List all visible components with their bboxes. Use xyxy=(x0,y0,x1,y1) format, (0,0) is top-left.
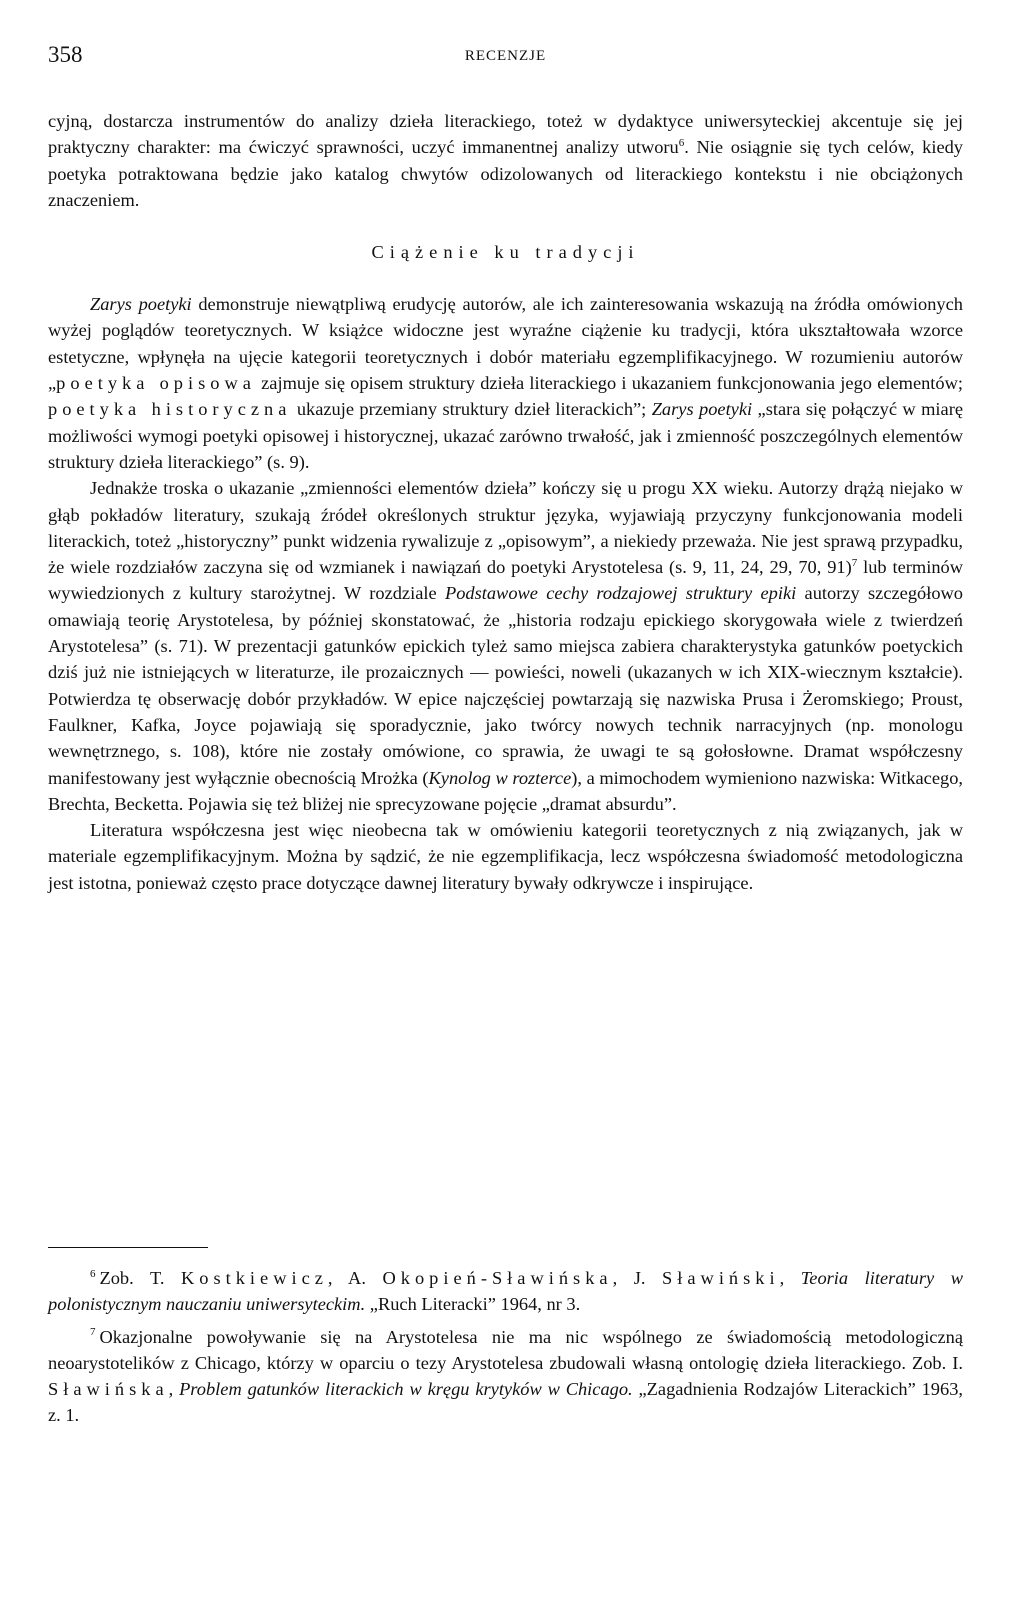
footnotes xyxy=(48,1265,963,1429)
paragraph-3-text: ), a mimochodem wymieniono nazwiska: Witkacego, Brechta, Becketta. Pojawia się też bliżej nie sprecyzowane pojęcie „dramat absurdu”. xyxy=(48,767,963,814)
article-body xyxy=(48,108,963,896)
book-title: Zarys poetyki xyxy=(90,294,192,315)
footnote-text: „Zagadnienia Rodzajów Literackich” 1963, z. 1. xyxy=(48,1379,963,1426)
paragraph-3-text: autorzy szczegółowo omawiają teorię Arystotelesa, by później skonstatować, że „historia rodzaju epickiego skorygowała wiele z twierdzeń Arystotelesa” (s. 71). W prezentacji gatunków epickich tyleż samo miejsca zabiera charakterystyka gatunków poetyckich dziś już nie istniejących w literaturze, ile prozaicznych — powieści, noweli (ukazanych w ich XIX-wiecznym kształcie). Potwierdza tę obserwację dobór przykładów. W epice najczęściej powtarzają się nazwiska Prusa i Żeromskiego; Proust, Faulkner, Kafka, Joyce pojawiają się sporadycznie, jako twórcy nowych technik narracyjnych (np. monologu wewnętrznego, s. 108), które nie zostały omówione, co sprawia, że uwagi te są gołosłowne. Dramat współczesny manifestowany jest wyłącznie obecnością Mrożka ( xyxy=(48,583,963,788)
footnote-text: , xyxy=(779,1268,801,1288)
paragraph-2-text: ukazuje przemiany struktury dzieł literackich”; xyxy=(291,399,652,420)
paragraph-3 xyxy=(48,475,963,817)
paragraph-2 xyxy=(48,291,963,475)
paragraph-1-text: cyjną, dostarcza instrumentów do analizy dzieła literackiego, toteż w dydaktyce uniwersyteckiej akcentuje się jej praktyczny charakter: ma ćwiczyć sprawności, uczyć immanentnej analizy utworu xyxy=(48,111,963,158)
footnote-text: Okazjonalne powoływanie się na Arystotelesa nie ma nic wspólnego ze świadomością metodologiczną neoarystotelików z Chicago, którzy w oparciu o tezy Arystotelesa zbudowali własną ontologię dzieła literackiego. Zob. I. xyxy=(48,1326,963,1373)
cited-title: Teoria literatury w polonistycznym nauczaniu uniwersyteckim. xyxy=(48,1268,963,1315)
work-title: Kynolog w rozterce xyxy=(428,767,572,788)
footnote-7 xyxy=(48,1324,963,1429)
chapter-title: Podstawowe cechy rodzajowej struktury epiki xyxy=(444,583,797,604)
paragraph-3-text: lub terminów wywiedzionych z kultury starożytnej. W rozdziale xyxy=(48,557,963,604)
paragraph-2-text: zajmuje się opisem struktury dzieła literackiego i ukazaniem funkcjonowania jego elementów; xyxy=(255,373,963,394)
paragraph-1-text-cont: . Nie osiągnie się tych celów, kiedy poetyka potraktowana będzie jako katalog chwytów odizolowanych od literackiego kontekstu i nie obciążonych znaczeniem. xyxy=(48,137,964,210)
section-heading: Ciążenie ku tradycji xyxy=(371,242,640,263)
cited-title: Problem gatunków literackich w kręgu krytyków w Chicago. xyxy=(179,1379,633,1400)
page-header xyxy=(48,42,963,72)
footnote-text: , xyxy=(168,1379,180,1400)
footnote-text: , A. xyxy=(327,1268,383,1288)
paragraph-3-text: Jednakże troska o ukazanie „zmienności elementów dzieła” kończy się u progu XX wieku. Autorzy drążą niejako w głąb pokładów literatury, szukają źródeł określonych struktur języka, wyjawiają przyczyny funkcjonowania modeli literackich, toteż „historyczny” punkt widzenia rywalizuje z „opisowym”, a niekiedy przeważa. Nie jest sprawą przypadku, że wiele rozdziałów zaczyna się od wzmianek i nawiązań do poetyki Arystotelesa (s. 9, 11, 24, 29, 70, 91) xyxy=(48,478,963,578)
author-name: Sławińska xyxy=(48,1379,169,1400)
author-name: Kostkiewicz xyxy=(180,1268,328,1288)
footnote-6 xyxy=(48,1265,963,1318)
paragraph-4: Literatura współczesna jest więc nieobecna tak w omówieniu kategorii teoretycznych z nią związanych, jak w materiale egzemplifikacyjnym. Można by sądzić, że nie egzemplifikacja, lecz współczesna świadomość metodologiczna jest istotna, ponieważ często prace dotyczące dawnej literatury bywały odkrywcze i inspirujące. xyxy=(48,820,963,893)
footnote-ref-7: 7 xyxy=(851,557,858,570)
spaced-term: poetyka historyczna xyxy=(48,399,292,420)
footnote-ref-6: 6 xyxy=(678,137,685,150)
footnote-text: „Ruch Literacki” 1964, nr 3. xyxy=(365,1294,581,1315)
footnote-mark: 7 xyxy=(90,1326,96,1339)
spaced-term: poetyka opisowa xyxy=(56,373,256,394)
book-title: Zarys poetyki xyxy=(651,399,753,420)
paragraph-2-text: demonstruje niewątpliwą erudycję autorów, ale ich zainteresowania wskazują na źródła omówionych wyżej poglądów teoretycznych. W książce widoczne jest wyraźne ciążenie ku tradycji, która ukształtowała wzorce estetyczne, wpłynęła na ujęcie kategorii teoretycznych i dobór materiału egzemplifikacyjnego. W rozumieniu autorów „ xyxy=(48,294,963,394)
footnote-mark: 6 xyxy=(90,1267,96,1280)
footnote-text: , J. xyxy=(612,1268,663,1288)
running-head: RECENZJE xyxy=(464,48,547,64)
author-name: Okopień-Sławińska xyxy=(382,1268,613,1288)
page-number: 358 xyxy=(48,42,83,67)
paragraph-2-text: „stara się połączyć w miarę możliwości wymogi poetyki opisowej i historycznej, ukazać zarówno trwałość, jak i zmienność poszczególnych elementów struktury dzieła literackiego” (s. 9). xyxy=(48,399,963,472)
author-name: Sławiński xyxy=(662,1268,780,1288)
paragraph-1 xyxy=(48,108,963,213)
footnote-text: Zob. T. xyxy=(99,1268,181,1288)
footnote-separator xyxy=(48,1247,208,1248)
